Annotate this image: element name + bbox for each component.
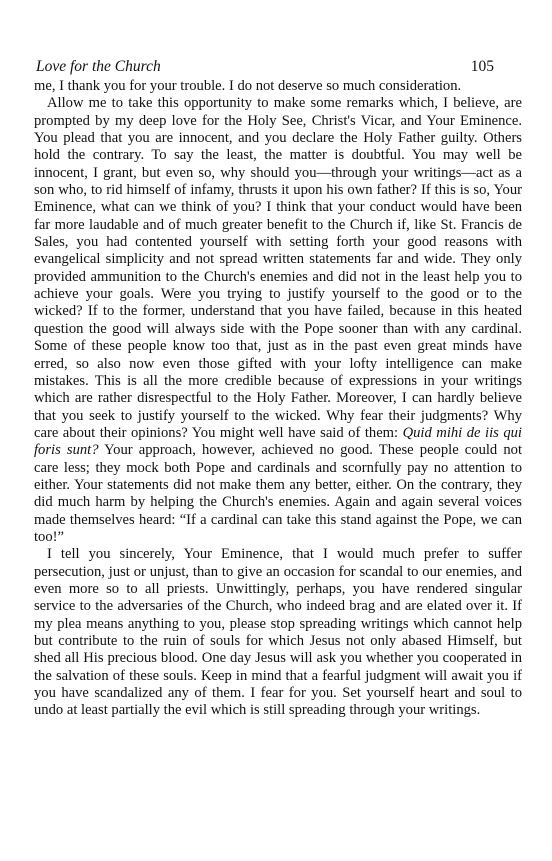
paragraph-text: Your approach, however, achieved no good. These people could not care less; they mock both Pope and cardinals and scornfully pay no attention to either. Your statements did not make them any better, either. On the contrary, they did much harm by helping the Church's enemies. Again and again several voices made themselves heard: “If a cardinal can take this stand against the Pope, we can too!”: [34, 442, 522, 545]
paragraph-text: me, I thank you for your trouble. I do not deserve so much consideration.: [34, 78, 462, 94]
latin-quotation: Quid mihi de iis qui foris sunt?: [34, 424, 522, 459]
page-number: 105: [470, 58, 494, 75]
book-page: [34, 56, 522, 720]
paragraph-plea: [34, 546, 522, 719]
body-text: [34, 78, 522, 720]
paragraph-text: Allow me to take this opportunity to make some remarks which, I believe, are prompted by my deep love for the Holy See, Christ's Vicar, and Your Eminence. You plead that you are innocent, and you declare the Holy Father guilty. Others hold the contrary. To say the least, the matter is doubtful. You may well be innocent, I grant, but even so, why should you—through your writings—act as a son who, to rid himself of infamy, thrusts it upon his own father? If this is so, Your Eminence, what can we think of you? I think that your conduct would have been far more laudable and of much greater benefit to the Church if, like St. Francis de Sales, you had contented yourself with setting forth your good reasons with evangelical simplicity and not spread written statements far and wide. They only provided ammunition to the Church's enemies and did not in the least help you to achieve your goals. Were you trying to justify yourself to the good or to the wicked? If to the former, understand that you have failed, because in this heated question the good will always side with the Pope sooner than with any cardinal. Some of these people know too that, just as in the past even great minds have erred, so also now even those gifted with your lofty intelligence can make mistakes. This is all the more credible because of expressions in your writings which are rather disrespectful to the Holy Father. Moreover, I can hardly believe that you seek to justify yourself to the wicked. Why fear their judgments? Why care about their opinions? You might well have said of them:: [34, 95, 522, 441]
paragraph-continuation: [34, 78, 522, 95]
running-title: Love for the Church: [36, 58, 161, 75]
paragraph-text: I tell you sincerely, Your Eminence, that I would much prefer to suffer persecution, just or unjust, than to give an occasion for scandal to our enemies, and even more so to all priests. Unwittingly, perhaps, you have rendered singular service to the adversaries of the Church, who indeed brag and are elated over it. If my plea means anything to you, please stop spreading writings which cannot help but contribute to the ruin of souls for which Jesus not only abased Himself, but shed all His precious blood. One day Jesus will ask you whether you cooperated in the salvation of these souls. Keep in mind that a fearful judgment will await you if you have scandalized any of them. I fear for you. Set yourself heart and soul to undo at least partially the evil which is still spreading through your writings.: [34, 546, 522, 719]
paragraph-remarks: [34, 95, 522, 546]
running-head: [34, 56, 522, 78]
